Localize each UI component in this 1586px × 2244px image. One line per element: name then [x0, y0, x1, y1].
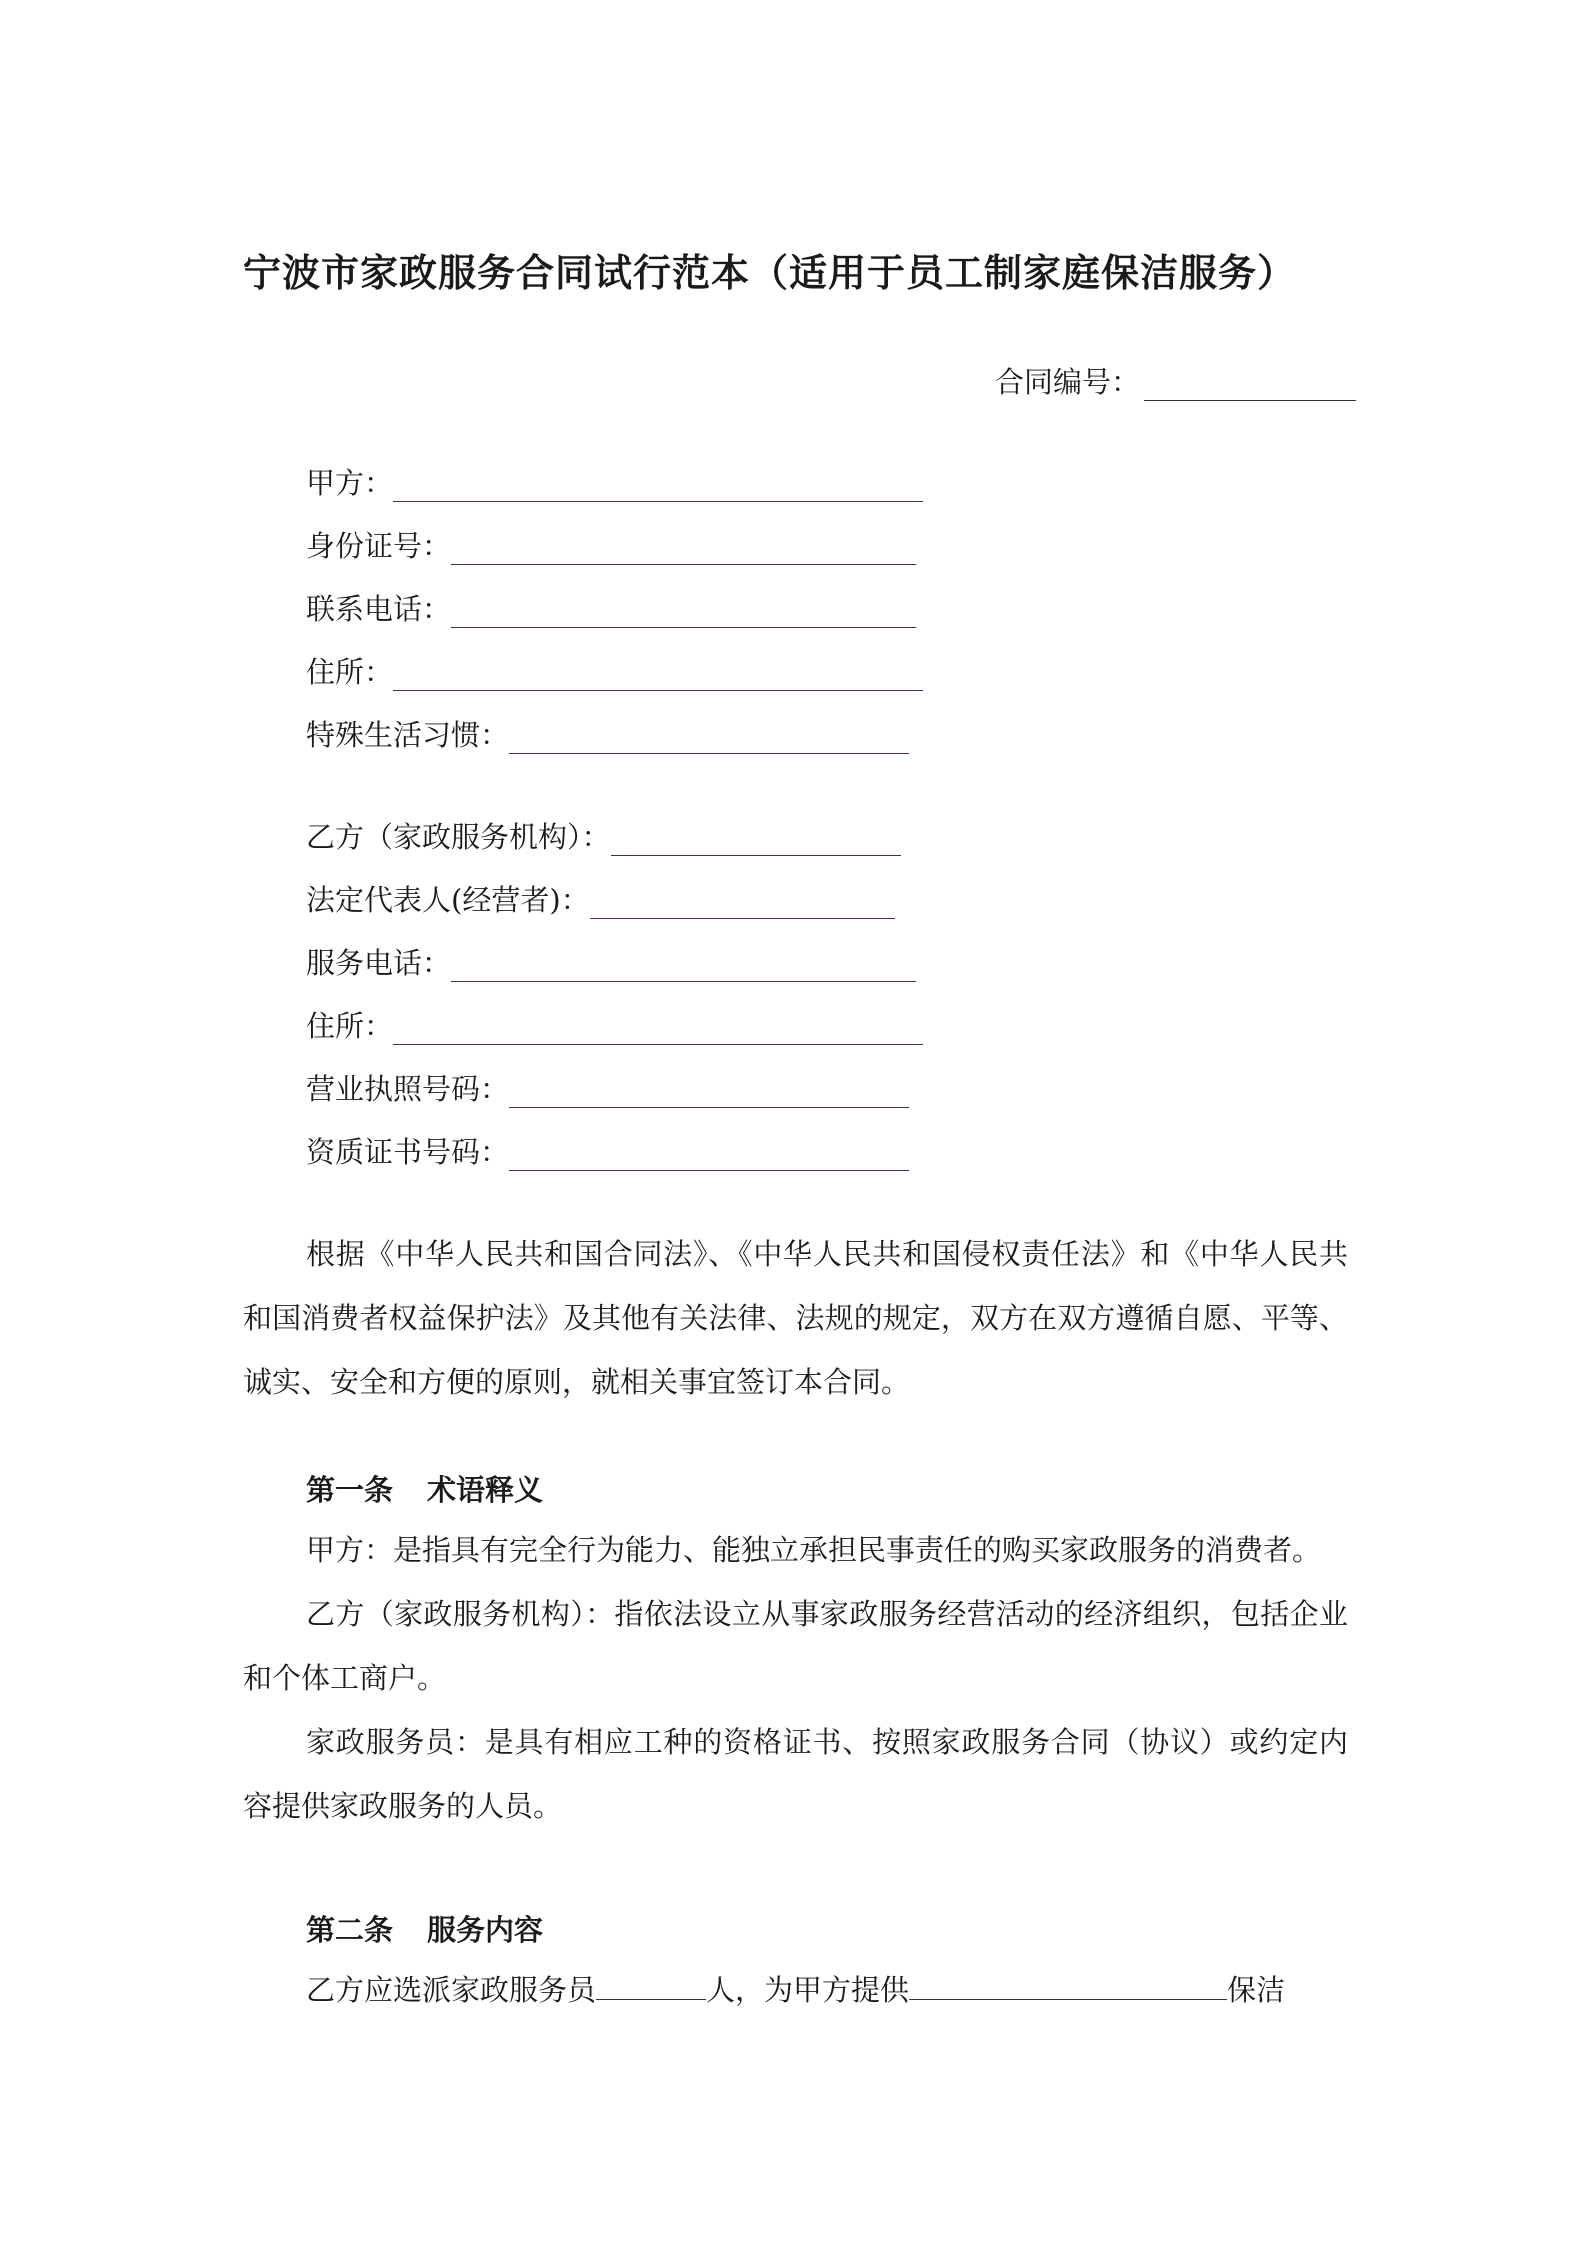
- article-2-text-b: 人，为甲方提供: [706, 1973, 910, 2007]
- party-a-habits-field: [306, 714, 909, 754]
- party-a-address-blank[interactable]: [393, 660, 923, 691]
- contract-number-blank[interactable]: [1144, 370, 1356, 401]
- article-2-body: [243, 1958, 1348, 2022]
- party-b-address-field: [306, 1005, 923, 1045]
- article-1-party-a-definition: 甲方：是指具有完全行为能力、能独立承担民事责任的购买家政服务的消费者。: [306, 1533, 1322, 1567]
- party-b-cert-field: [306, 1131, 909, 1171]
- article-2-number: 第二条: [306, 1913, 394, 1947]
- party-a-phone-label: 联系电话：: [306, 592, 452, 626]
- party-a-label: 甲方：: [306, 466, 394, 500]
- article-1-number: 第一条: [306, 1473, 394, 1507]
- party-a-phone-blank[interactable]: [451, 597, 916, 628]
- party-a-habits-label: 特殊生活习惯：: [306, 718, 510, 752]
- party-b-license-blank[interactable]: [509, 1077, 909, 1108]
- party-b-rep-field: [306, 879, 895, 919]
- intro-paragraph: [243, 1222, 1348, 1414]
- article-1-heading: [306, 1468, 543, 1509]
- party-a-phone-field: [306, 588, 916, 628]
- party-b-address-blank[interactable]: [393, 1014, 923, 1045]
- party-a-blank[interactable]: [393, 471, 923, 502]
- article-2-heading: [306, 1908, 543, 1949]
- party-b-rep-label: 法定代表人(经营者)：: [306, 883, 590, 917]
- article-1-body: [243, 1518, 1348, 1838]
- party-b-rep-blank[interactable]: [590, 888, 895, 919]
- party-b-license-label: 营业执照号码：: [306, 1072, 510, 1106]
- party-a-id-field: [306, 525, 916, 565]
- party-b-address-label: 住所：: [306, 1009, 394, 1043]
- intro-text: 根据《中华人民共和国合同法》、《中华人民共和国侵权责任法》和《中华人民共和国消费者权益保护法》及其他有关法律、法规的规定，双方在双方遵循自愿、平等、诚实、安全和方便的原则，就相关事宜签订本合同。: [243, 1237, 1348, 1399]
- party-a-address-label: 住所：: [306, 655, 394, 689]
- contract-number-label: 合同编号：: [995, 365, 1141, 399]
- article-2-text-a: 乙方应选派家政服务员: [306, 1973, 597, 2007]
- party-a-habits-blank[interactable]: [509, 723, 909, 754]
- party-a-id-label: 身份证号：: [306, 529, 452, 563]
- article-2-service-text: [243, 1958, 1348, 2022]
- page-title: 宁波市家政服务合同试行范本（适用于员工制家庭保洁服务）: [243, 251, 1297, 295]
- article-2-text-c: 保洁: [1227, 1973, 1286, 2007]
- party-a-field: [306, 462, 923, 502]
- party-b-cert-label: 资质证书号码：: [306, 1135, 510, 1169]
- party-b-license-field: [306, 1068, 909, 1108]
- contract-number-field: [995, 360, 1356, 401]
- service-type-blank[interactable]: [909, 1969, 1227, 2000]
- party-b-field: [306, 816, 901, 856]
- party-a-id-blank[interactable]: [451, 534, 916, 565]
- party-b-label: 乙方（家政服务机构）：: [306, 820, 611, 854]
- article-1-worker-definition: 家政服务员：是具有相应工种的资格证书、按照家政服务合同（协议）或约定内容提供家政服务的人员。: [243, 1725, 1348, 1823]
- party-b-cert-blank[interactable]: [509, 1140, 909, 1171]
- article-2-title: 服务内容: [427, 1913, 544, 1947]
- party-b-blank[interactable]: [611, 825, 901, 856]
- worker-count-blank[interactable]: [596, 1969, 706, 2000]
- article-1-title: 术语释义: [427, 1473, 544, 1507]
- party-b-phone-label: 服务电话：: [306, 946, 452, 980]
- party-b-phone-field: [306, 942, 916, 982]
- party-a-address-field: [306, 651, 923, 691]
- article-1-party-b-definition: 乙方（家政服务机构）：指依法设立从事家政服务经营活动的经济组织，包括企业和个体工商户。: [243, 1597, 1348, 1695]
- party-b-phone-blank[interactable]: [451, 951, 916, 982]
